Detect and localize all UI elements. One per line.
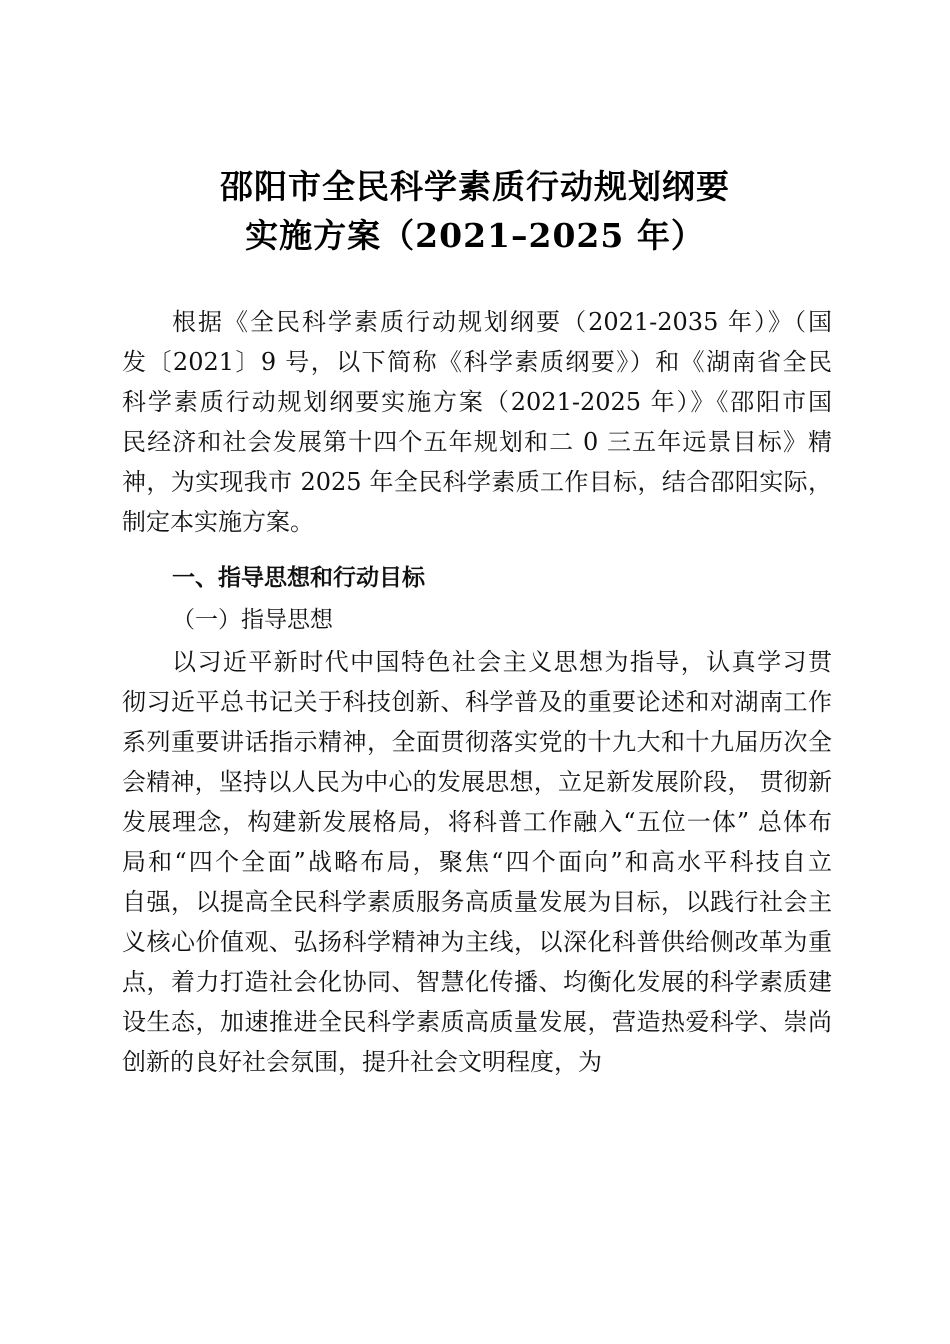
paragraph-line: 制定本实施方案。 (122, 508, 314, 536)
paragraph-line: 民经济和社会发展第十四个五年规划和二 0 三五年远景目标》精 (122, 428, 832, 456)
paragraph-line: 会精神，坚持以人民为中心的发展思想，立足新发展阶段， 贯彻新 (122, 768, 832, 796)
section-heading: 一、指导思想和行动目标 (172, 565, 425, 591)
body-paragraph (122, 642, 832, 1082)
paragraph-line: 系列重要讲话指示精神，全面贯彻落实党的十九大和十九届历次全 (122, 728, 832, 756)
paragraph-line: 发〔2021〕9 号，以下简称《科学素质纲要》）和《湖南省全民 (122, 348, 832, 376)
paragraph-line: 神，为实现我市 2025 年全民科学素质工作目标，结合邵阳实际， (122, 468, 832, 496)
paragraph-line: 创新的良好社会氛围，提升社会文明程度，为 (122, 1048, 602, 1076)
paragraph-line: 设生态，加速推进全民科学素质高质量发展，营造热爱科学、崇尚 (122, 1008, 832, 1036)
paragraph-line: 义核心价值观、弘扬科学精神为主线，以深化科普供给侧改革为重 (122, 928, 832, 956)
paragraph-line: 根据《全民科学素质行动规划纲要（2021-2035 年）》（国 (172, 308, 832, 336)
paragraph-line: 科学素质行动规划纲要实施方案（2021-2025 年）》《邵阳市国 (122, 388, 832, 416)
intro-paragraph (122, 302, 832, 542)
paragraph-line: 自强，以提高全民科学素质服务高质量发展为目标，以践行社会主 (122, 888, 832, 916)
paragraph-line: 以习近平新时代中国特色社会主义思想为指导，认真学习贯 (172, 648, 832, 676)
paragraph-line: 彻习近平总书记关于科技创新、科学普及的重要论述和对湖南工作 (122, 688, 832, 716)
paragraph-line: 点，着力打造社会化协同、智慧化传播、均衡化发展的科学素质建 (122, 968, 832, 996)
document-title-line-1: 邵阳市全民科学素质行动规划纲要 (220, 167, 730, 206)
document-title-line-2: 实施方案（2021–2025 年） (245, 216, 705, 255)
subsection-heading: （一）指导思想 (172, 607, 333, 633)
paragraph-line: 发展理念，构建新发展格局，将科普工作融入“五位一体” 总体布 (122, 808, 832, 836)
paragraph-line: 局和“四个全面”战略布局，聚焦“四个面向”和高水平科技自立 (122, 848, 832, 876)
